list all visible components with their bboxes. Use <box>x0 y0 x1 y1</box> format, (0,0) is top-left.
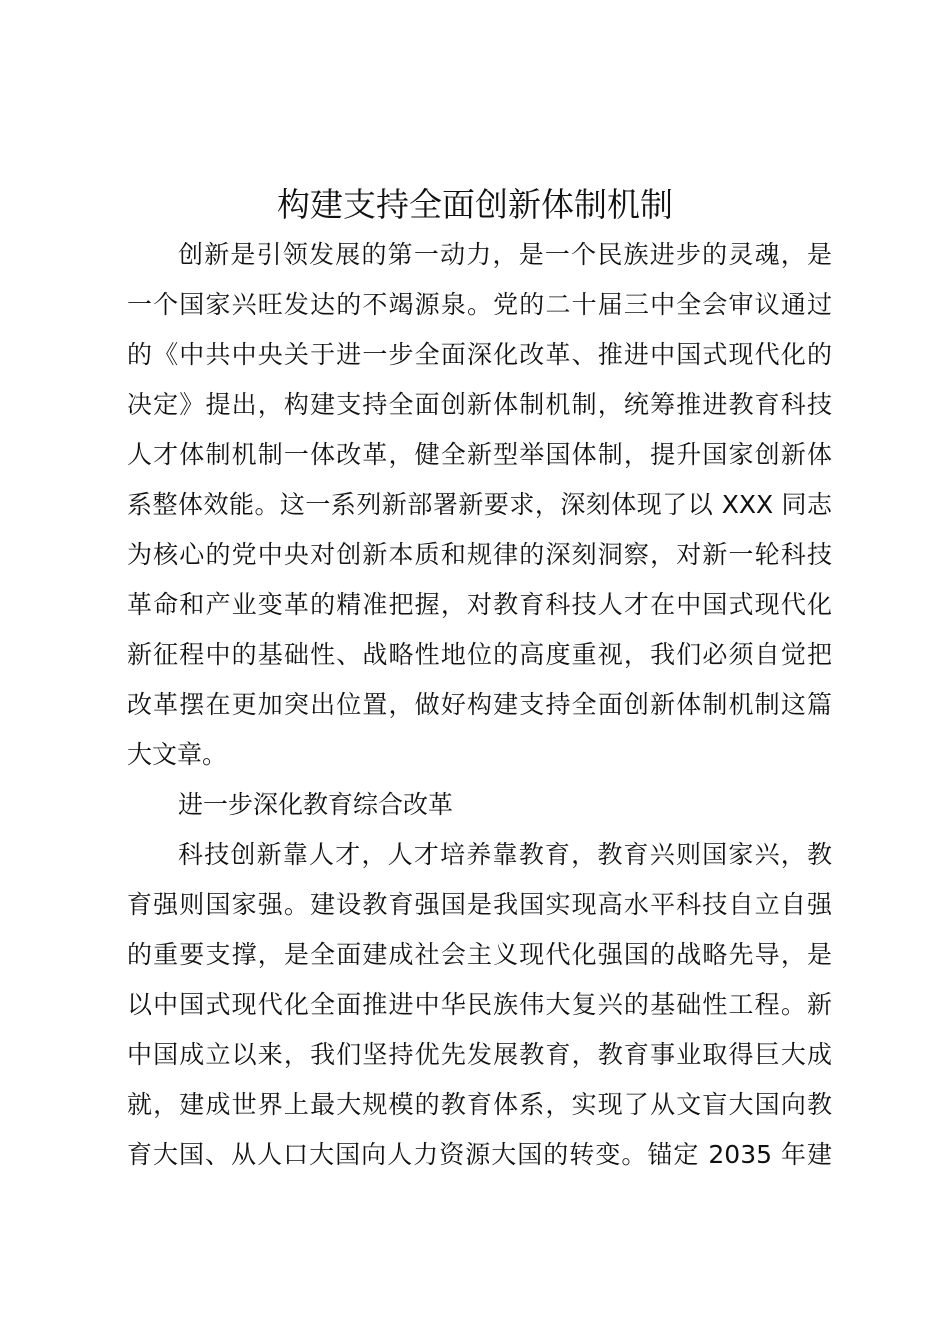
paragraph-1-line-1: 创新是引领发展的第一动力，是一个民族进步的灵魂，是 <box>178 240 832 269</box>
paragraph-2-line-2: 育强则国家强。建设教育强国是我国实现高水平科技自立自强 <box>127 890 832 919</box>
paragraph-1-line-6: 系整体效能。这一系列新部署新要求，深刻体现了以 XXX 同志 <box>127 490 832 519</box>
paragraph-2-line-5: 中国成立以来，我们坚持优先发展教育，教育事业取得巨大成 <box>127 1040 832 1069</box>
paragraph-2-line-3: 的重要支撑，是全面建成社会主义现代化强国的战略先导，是 <box>127 940 832 969</box>
paragraph-1-line-5: 人才体制机制一体改革，健全新型举国体制，提升国家创新体 <box>127 440 832 469</box>
paragraph-1-line-9: 新征程中的基础性、战略性地位的高度重视，我们必须自觉把 <box>127 640 832 669</box>
document-title: 构建支持全面创新体制机制 <box>277 185 673 224</box>
paragraph-2-line-4: 以中国式现代化全面推进中华民族伟大复兴的基础性工程。新 <box>127 990 832 1019</box>
paragraph-2-line-1: 科技创新靠人才，人才培养靠教育，教育兴则国家兴，教 <box>178 840 832 869</box>
paragraph-1-line-10: 改革摆在更加突出位置，做好构建支持全面创新体制机制这篇 <box>127 690 832 719</box>
paragraph-1-line-11: 大文章。 <box>127 740 228 769</box>
paragraph-2-line-6: 就，建成世界上最大规模的教育体系，实现了从文盲大国向教 <box>127 1090 832 1119</box>
paragraph-1-line-7: 为核心的党中央对创新本质和规律的深刻洞察，对新一轮科技 <box>127 540 832 569</box>
paragraph-1-line-3: 的《中共中央关于进一步全面深化改革、推进中国式现代化的 <box>127 340 832 369</box>
paragraph-1-line-8: 革命和产业变革的精准把握，对教育科技人才在中国式现代化 <box>127 590 832 619</box>
paragraph-1-line-4: 决定》提出，构建支持全面创新体制机制，统筹推进教育科技 <box>127 390 832 419</box>
section-heading: 进一步深化教育综合改革 <box>178 790 454 819</box>
paragraph-2-line-7: 育大国、从人口大国向人力资源大国的转变。锚定 2035 年建 <box>127 1140 832 1169</box>
paragraph-1-line-2: 一个国家兴旺发达的不竭源泉。党的二十届三中全会审议通过 <box>127 290 832 319</box>
